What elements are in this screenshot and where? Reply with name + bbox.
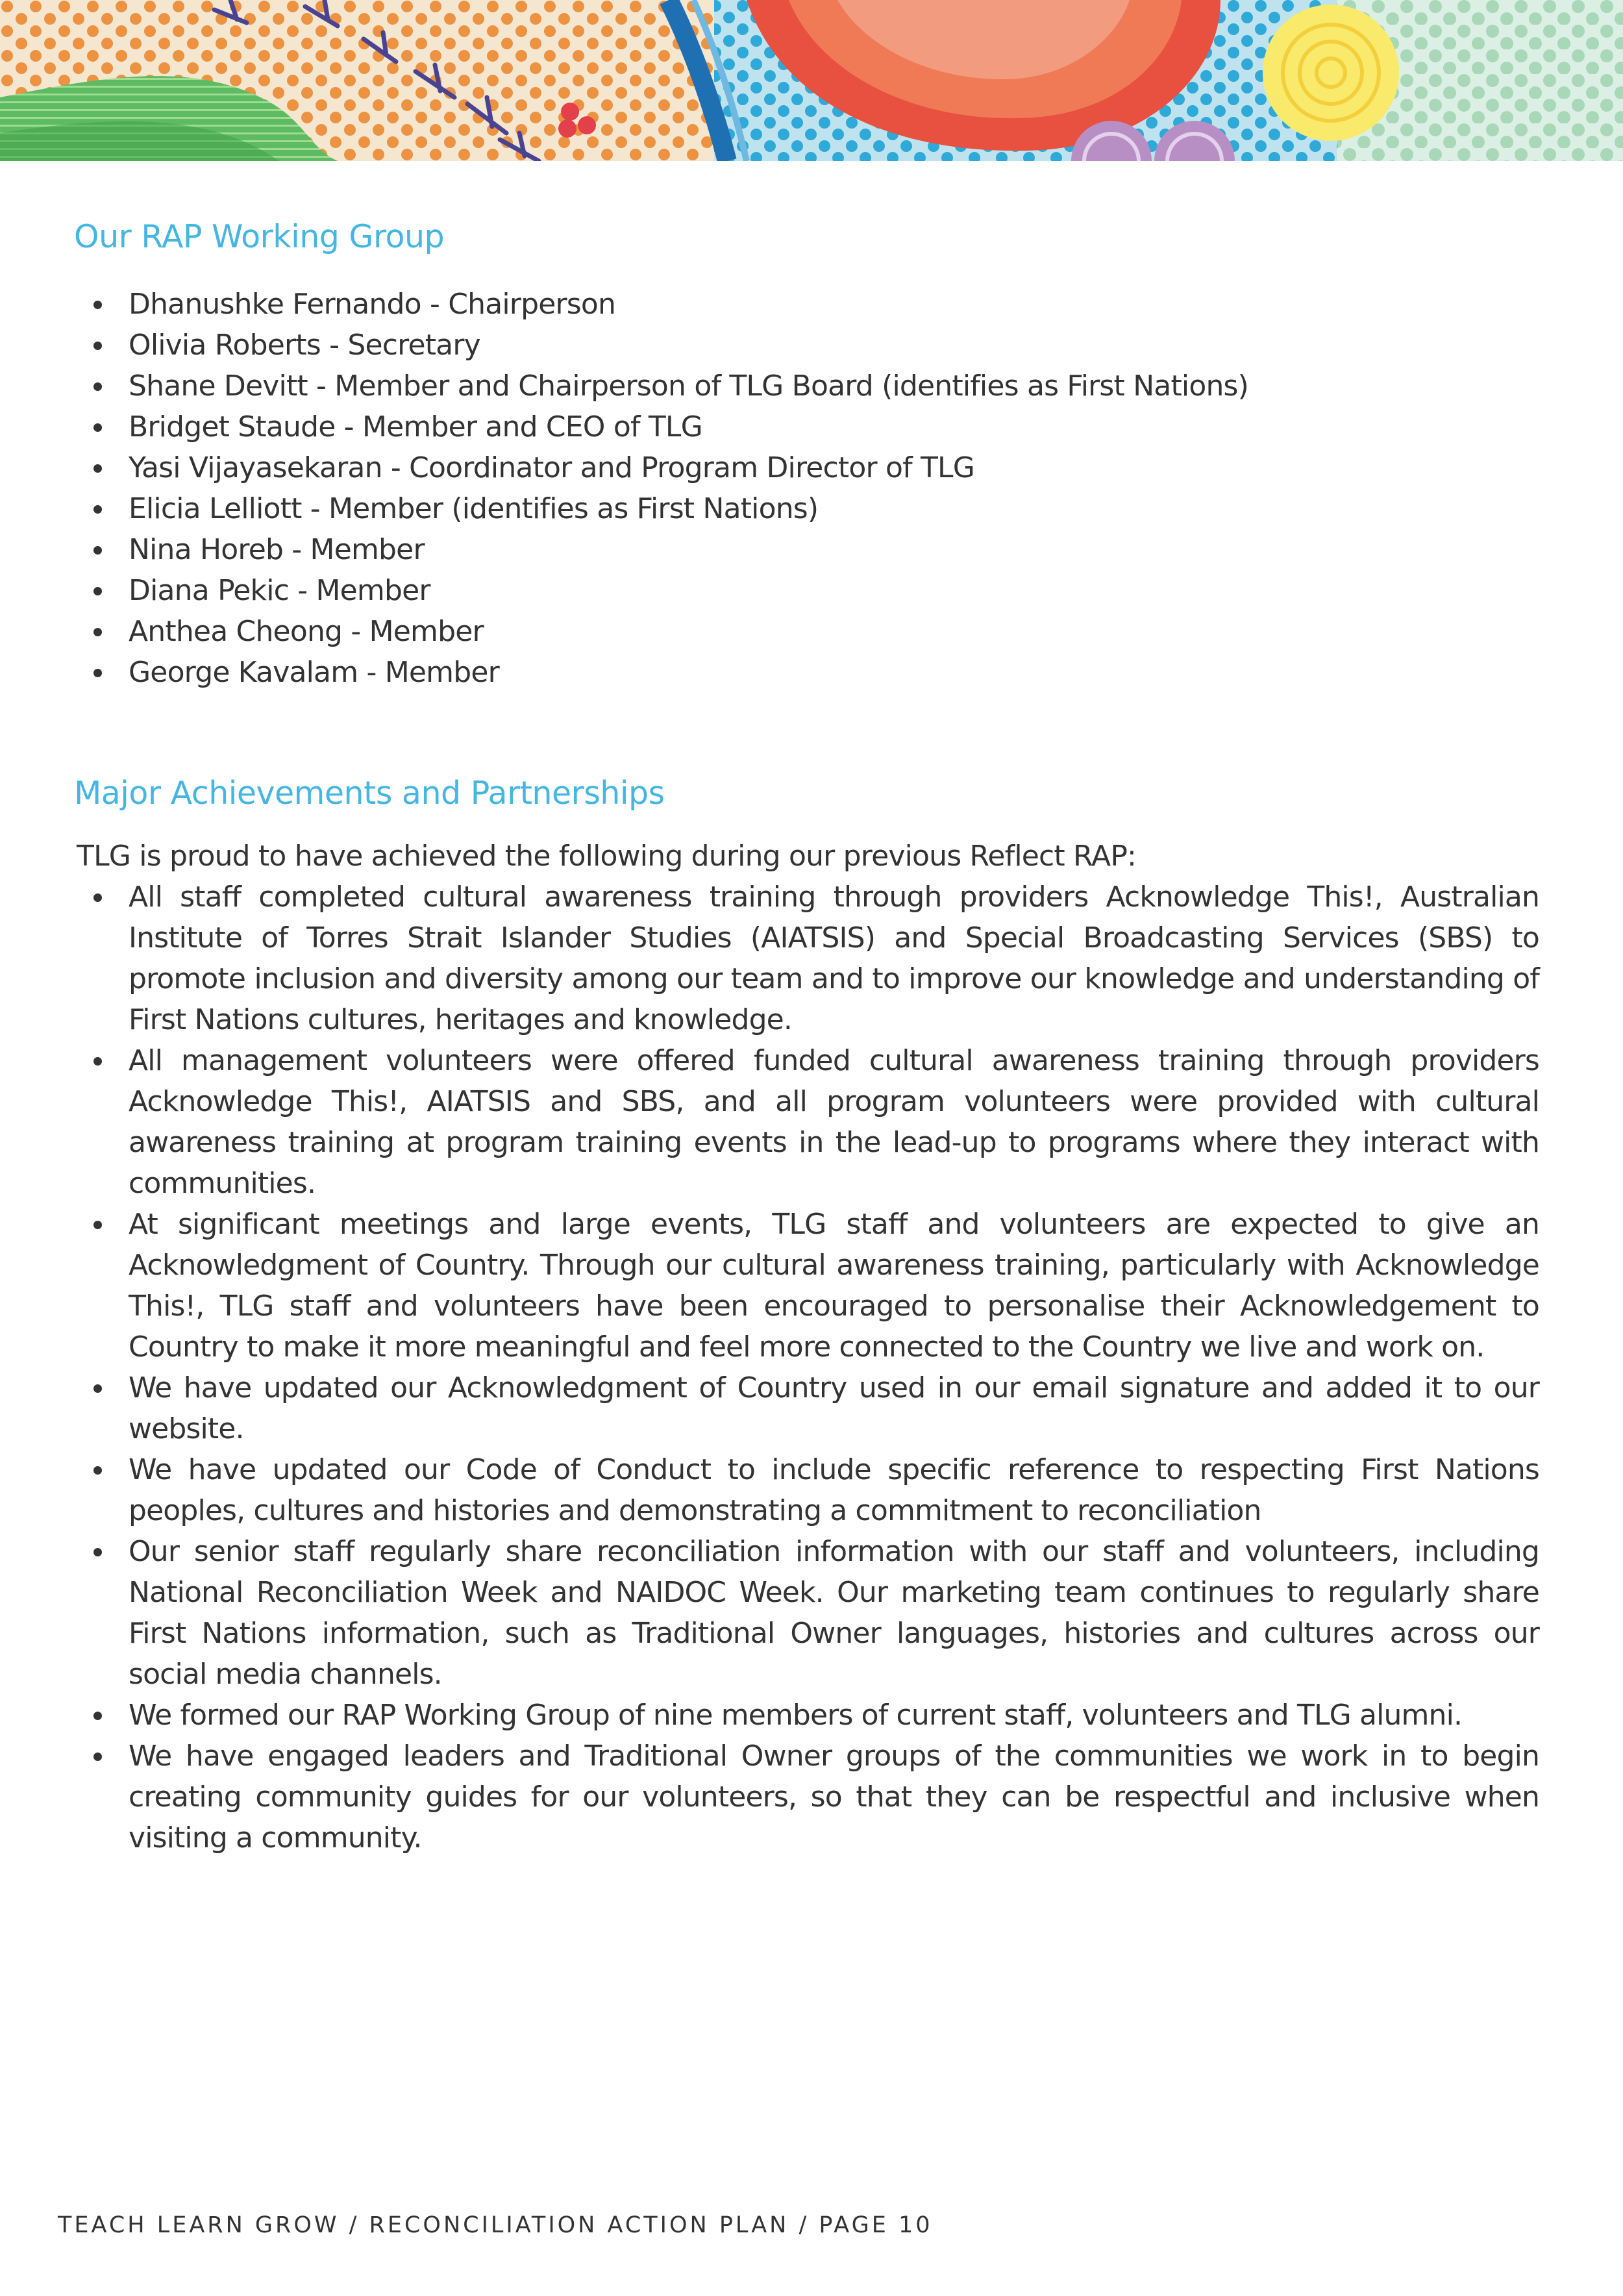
list-item: At significant meetings and large events, TLG staff and volunteers are expected to give an Acknowledgment of Country. Through our cultural awareness training, particularly with Acknowledge This!, TLG staff and volunteers have been encouraged to personalise their Acknowledgement to Country to make it more meaningful and feel more connected to the Country we live and work on. (91, 1204, 1539, 1367)
list-item: Our senior staff regularly share reconciliation information with our staff and volunteers, including National Reconciliation Week and NAIDOC Week. Our marketing team continues to regularly share First Nations information, such as Traditional Owner languages, histories and cultures across our social media channels. (91, 1531, 1539, 1695)
list-item: We formed our RAP Working Group of nine members of current staff, volunteers and TLG alumni. (91, 1695, 1539, 1736)
list-item: Diana Pekic - Member (91, 570, 1519, 611)
achievements-intro: TLG is proud to have achieved the following during our previous Reflect RAP: (77, 840, 1137, 873)
achievements-list (91, 877, 1539, 1858)
list-item: Yasi Vijayasekaran - Coordinator and Program Director of TLG (91, 447, 1519, 488)
list-item: We have updated our Acknowledgment of Country used in our email signature and added it to our website. (91, 1367, 1539, 1449)
page-footer: TEACH LEARN GROW / RECONCILIATION ACTION PLAN / PAGE 10 (58, 2212, 933, 2238)
section-heading-achievements: Major Achievements and Partnerships (74, 775, 665, 812)
list-item: Shane Devitt - Member and Chairperson of TLG Board (identifies as First Nations) (91, 366, 1519, 406)
working-group-list (91, 284, 1519, 693)
list-item: All management volunteers were offered funded cultural awareness training through providers Acknowledge This!, AIATSIS and SBS, and all program volunteers were provided with cultural awareness training at program training events in the lead-up to programs where they interact with communities. (91, 1040, 1539, 1204)
list-item: Anthea Cheong - Member (91, 611, 1519, 652)
list-item: Olivia Roberts - Secretary (91, 325, 1519, 366)
list-item: Dhanushke Fernando - Chairperson (91, 284, 1519, 325)
list-item: All staff completed cultural awareness training through providers Acknowledge This!, Australian Institute of Torres Strait Islander Studies (AIATSIS) and Special Broadcasting Services (SBS) to promote inclusion and diversity among our team and to improve our knowledge and understanding of First Nations cultures, heritages and knowledge. (91, 877, 1539, 1040)
list-item: We have engaged leaders and Traditional Owner groups of the communities we work in to begin creating community guides for our volunteers, so that they can be respectful and inclusive when visiting a community. (91, 1736, 1539, 1858)
section-heading-working-group: Our RAP Working Group (74, 218, 445, 255)
list-item: Bridget Staude - Member and CEO of TLG (91, 406, 1519, 447)
banner-artwork (0, 0, 1623, 161)
list-item: Elicia Lelliott - Member (identifies as First Nations) (91, 488, 1519, 529)
list-item: We have updated our Code of Conduct to include specific reference to respecting First Nations peoples, cultures and histories and demonstrating a commitment to reconciliation (91, 1449, 1539, 1531)
list-item: George Kavalam - Member (91, 652, 1519, 693)
list-item: Nina Horeb - Member (91, 529, 1519, 570)
